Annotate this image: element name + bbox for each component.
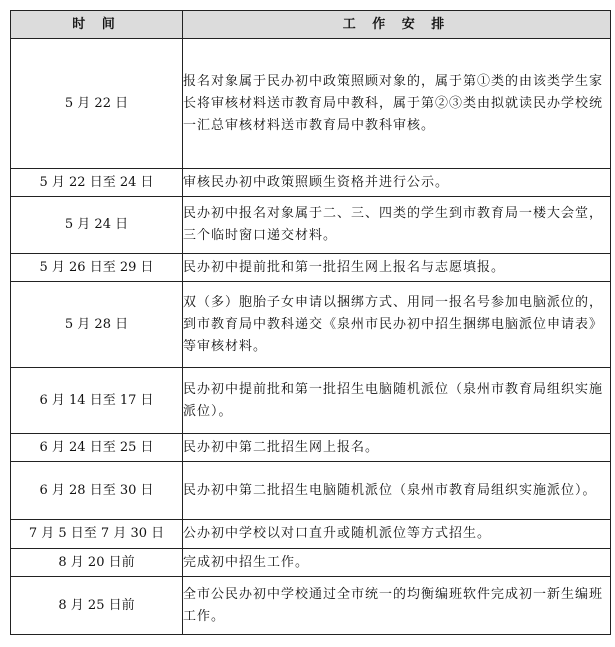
row-time: 6 月 24 日至 25 日 xyxy=(11,434,183,462)
row-time: 5 月 22 日至 24 日 xyxy=(11,169,183,197)
row-time: 5 月 22 日 xyxy=(11,39,183,169)
row-work: 全市公民办初中学校通过全市统一的均衡编班软件完成初一新生编班工作。 xyxy=(183,577,611,635)
table-row xyxy=(11,577,611,635)
table-row xyxy=(11,549,611,577)
row-time: 6 月 14 日至 17 日 xyxy=(11,368,183,434)
row-time: 5 月 24 日 xyxy=(11,197,183,254)
row-work: 民办初中报名对象属于二、三、四类的学生到市教育局一楼大会堂，三个临时窗口递交材料。 xyxy=(183,197,611,254)
schedule-table xyxy=(10,10,611,635)
row-work: 民办初中第二批招生网上报名。 xyxy=(183,434,611,462)
row-work: 公办初中学校以对口直升或随机派位等方式招生。 xyxy=(183,520,611,549)
table-row xyxy=(11,434,611,462)
table-row xyxy=(11,39,611,169)
row-work: 完成初中招生工作。 xyxy=(183,549,611,577)
row-time: 7 月 5 日至 7 月 30 日 xyxy=(11,520,183,549)
row-work: 审核民办初中政策照顾生资格并进行公示。 xyxy=(183,169,611,197)
row-time: 8 月 20 日前 xyxy=(11,549,183,577)
row-time: 6 月 28 日至 30 日 xyxy=(11,462,183,520)
table-row xyxy=(11,462,611,520)
header-work: 工 作 安 排 xyxy=(183,11,611,39)
row-work: 民办初中提前批和第一批招生网上报名与志愿填报。 xyxy=(183,254,611,282)
table-row xyxy=(11,520,611,549)
row-work: 报名对象属于民办初中政策照顾对象的，属于第①类的由该类学生家长将审核材料送市教育局中教科，属于第②③类由拟就读民办学校统一汇总审核材料送市教育局中教科审核。 xyxy=(183,39,611,169)
table-row xyxy=(11,282,611,368)
header-time: 时 间 xyxy=(11,11,183,39)
table-row xyxy=(11,169,611,197)
table-row xyxy=(11,197,611,254)
row-time: 5 月 28 日 xyxy=(11,282,183,368)
table-header-row xyxy=(11,11,611,39)
table-row xyxy=(11,368,611,434)
row-work: 双（多）胞胎子女申请以捆绑方式、用同一报名号参加电脑派位的，到市教育局中教科递交《泉州市民办初中招生捆绑电脑派位申请表》等审核材料。 xyxy=(183,282,611,368)
row-work: 民办初中第二批招生电脑随机派位（泉州市教育局组织实施派位）。 xyxy=(183,462,611,520)
row-time: 5 月 26 日至 29 日 xyxy=(11,254,183,282)
table-row xyxy=(11,254,611,282)
row-work: 民办初中提前批和第一批招生电脑随机派位（泉州市教育局组织实施派位）。 xyxy=(183,368,611,434)
row-time: 8 月 25 日前 xyxy=(11,577,183,635)
